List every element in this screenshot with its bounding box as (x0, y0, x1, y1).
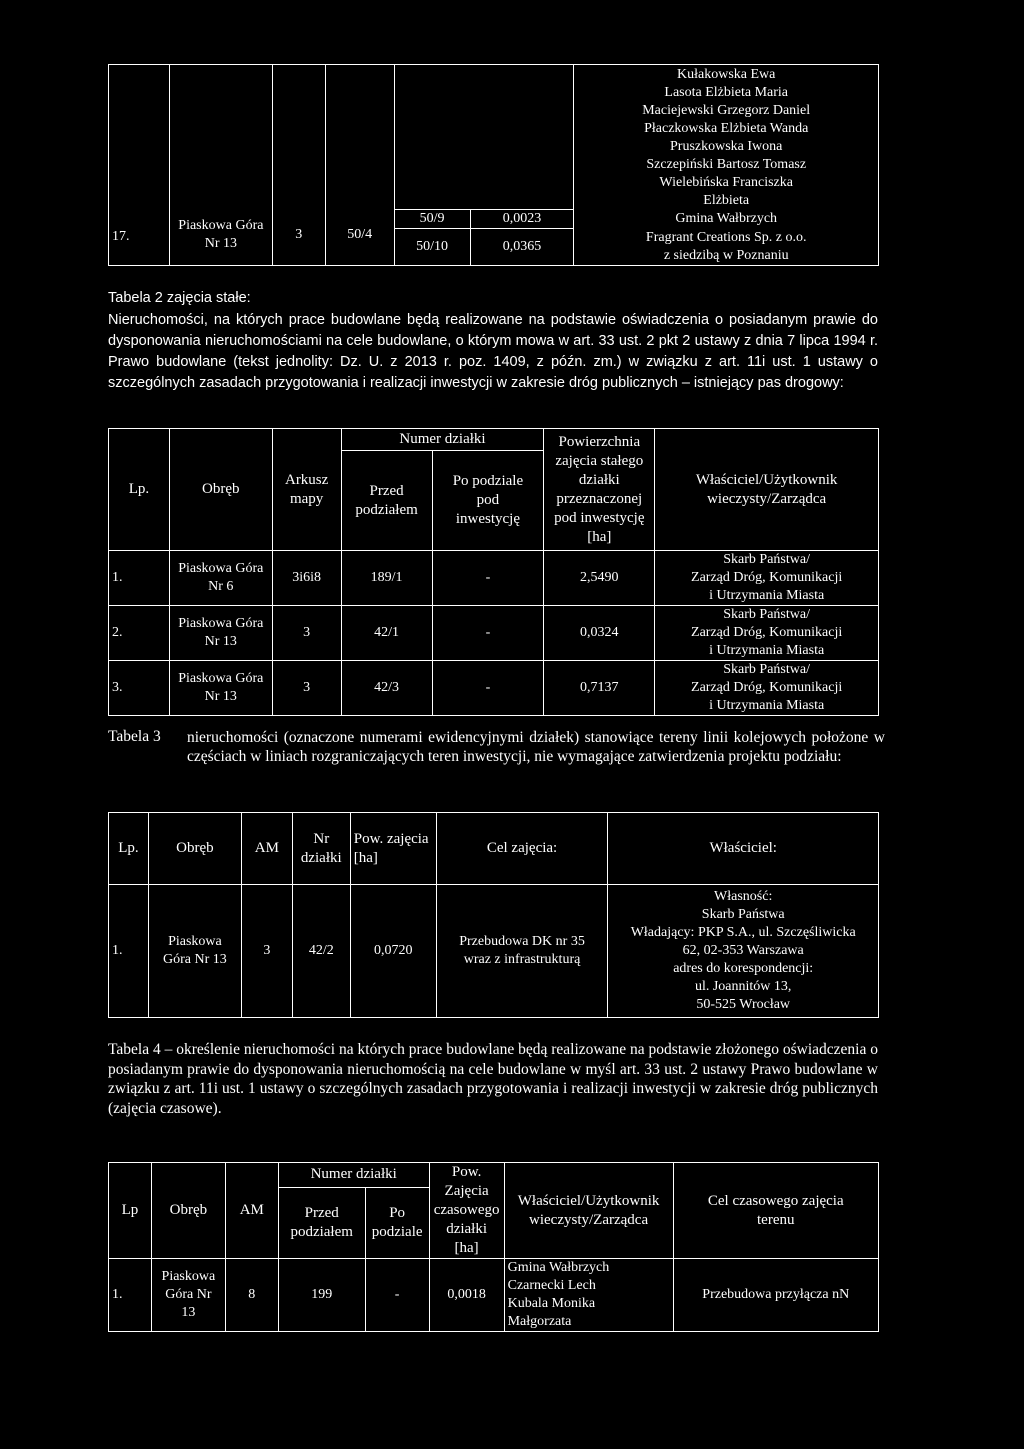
row-po: - (432, 606, 544, 661)
header-przed: Przed podziałem (341, 451, 432, 551)
row-pow: 0,0324 (544, 606, 655, 661)
header-cel: Cel zajęcia: (436, 813, 608, 885)
owners-list: Kułakowska Ewa Lasota Elżbieta Maria Maciejewski Grzegorz Daniel Płaczkowska Elżbieta Wanda Pruszkowska Iwona Szczepiński Bartosz Tomasz Wielebińska Franciszka Elżbieta (574, 65, 879, 210)
row-pow: 0,0720 (350, 885, 436, 1018)
header-owner: Właściciel/Użytkownik wieczysty/Zarządca (655, 429, 879, 551)
row-lp: 1. (109, 1259, 152, 1332)
subrow-owner: Gmina Wałbrzych (574, 210, 879, 229)
subrow-owner: Fragrant Creations Sp. z o.o. z siedzibą w Poznaniu (574, 229, 879, 266)
row-owner: Skarb Państwa/ Zarząd Dróg, Komunikacji i Utrzymania Miasta (655, 606, 879, 661)
header-wl: Właściciel: (608, 813, 879, 885)
row-nr: 42/2 (292, 885, 350, 1018)
tabela4-text: Tabela 4 – określenie nieruchomości na których prace budowlane będą realizowane na podstawie złożonego oświadczenia o posiadanym prawie do dysponowania nieruchomością na cele budowlane w myśl art. 33 ust. 2 ustawy Prawo budowlane w związku z art. 11i ust. 1 ustawy o szczególnych zasadach przygotowania i realizacji inwestycji w zakresie dróg publicznych (zajęcia czasowe). (108, 1041, 878, 1117)
header-przed: Przed podziałem (278, 1187, 365, 1258)
header-owner: Właściciel/Użytkownik wieczysty/Zarządca (504, 1163, 673, 1259)
header-lp: Lp. (109, 813, 149, 885)
header-am: AM (241, 813, 292, 885)
row-obreb: Piaskowa Góra Nr 6 (169, 551, 272, 606)
tabela2-table (108, 428, 879, 716)
row-cel: Przebudowa DK nr 35 wraz z infrastrukturą (436, 885, 608, 1018)
tabela3-text: nieruchomości (oznaczone numerami ewidencyjnymi działek) stanowiące tereny linii kolejowych położone w częściach w liniach rozgraniczających teren inwestycji, nie wymagające zatwierdzenia projektu podziału: (187, 729, 885, 765)
row-am: 8 (225, 1259, 278, 1332)
tabela2-text: Nieruchomości, na których prace budowlane będą realizowane na podstawie oświadczenia o posiadanym prawie do dysponowania nieruchomościami na cele budowlane, o którym mowa w art. 33 ust. 2 pkt 2 ustawy z dnia 7 lipca 1994 r. Prawo budowlane (tekst jednolity: Dz. U. z 2013 r. poz. 1409, z późn. zm.) w związku z art. 11i ust. 1 ustawy o szczególnych zasadach przygotowania i realizacji inwestycji w zakresie dróg publicznych – istniejący pas drogowy: (108, 312, 878, 391)
header-numer: Numer działki (278, 1163, 429, 1188)
row-obreb: Piaskowa Góra Nr 13 (169, 606, 272, 661)
table-row (109, 885, 879, 1018)
header-pow: Pow. zajęcia [ha] (350, 813, 436, 885)
table-row (109, 661, 879, 716)
row-lp: 1. (109, 551, 170, 606)
header-lp: Lp. (109, 429, 170, 551)
row-pow: 0,7137 (544, 661, 655, 716)
header-arkusz: Arkusz mapy (272, 429, 341, 551)
row-po: - (432, 551, 544, 606)
row-pow: 2,5490 (544, 551, 655, 606)
header-am: AM (225, 1163, 278, 1259)
row-arkusz: 3i6i8 (272, 551, 341, 606)
row-przed: 199 (278, 1259, 365, 1332)
row-obreb: Piaskowa Góra Nr 13 (148, 885, 241, 1018)
row-arkusz: 3 (272, 65, 325, 266)
row-pow: 0,0018 (429, 1259, 504, 1332)
header-pow: Powierzchnia zajęcia stałego działki przeznaczonej pod inwestycję [ha] (544, 429, 655, 551)
tabela3-title: Tabela 3 (108, 728, 161, 745)
row-obreb: Piaskowa Góra Nr 13 (169, 661, 272, 716)
row-po-empty (394, 65, 574, 210)
row-owner: Skarb Państwa/ Zarząd Dróg, Komunikacji i Utrzymania Miasta (655, 551, 879, 606)
tabela2-title: Tabela 2 zajęcia stałe: (108, 290, 251, 306)
subrow-area: 0,0023 (470, 210, 574, 229)
header-po: Po podziale (365, 1187, 429, 1258)
row-lp: 2. (109, 606, 170, 661)
subrow-po: 50/10 (394, 229, 470, 266)
header-obreb: Obręb (151, 1163, 225, 1259)
header-obreb: Obręb (148, 813, 241, 885)
header-obreb: Obręb (169, 429, 272, 551)
top-table (108, 64, 879, 266)
table-row (109, 551, 879, 606)
table-row (109, 1259, 879, 1332)
row-przed: 42/1 (341, 606, 432, 661)
header-numer: Numer działki (341, 429, 544, 451)
row-arkusz: 3 (272, 661, 341, 716)
row-przed: 189/1 (341, 551, 432, 606)
row-po: - (432, 661, 544, 716)
row-wl: Własność: Skarb Państwa Władający: PKP S.A., ul. Szczęśliwicka 62, 02-353 Warszawa adres do korespondencji: ul. Joannitów 13, 50-525 Wrocław (608, 885, 879, 1018)
row-lp: 1. (109, 885, 149, 1018)
row-obreb: Piaskowa Góra Nr 13 (151, 1259, 225, 1332)
header-pow: Pow. Zajęcia czasowego działki [ha] (429, 1163, 504, 1259)
row-po: - (365, 1259, 429, 1332)
header-cel: Cel czasowego zajęcia terenu (673, 1163, 878, 1259)
header-po: Po podziale pod inwestycję (432, 451, 544, 551)
tabela4-table (108, 1162, 879, 1332)
header-lp: Lp (109, 1163, 152, 1259)
subrow-po: 50/9 (394, 210, 470, 229)
row-owner: Skarb Państwa/ Zarząd Dróg, Komunikacji i Utrzymania Miasta (655, 661, 879, 716)
subrow-area: 0,0365 (470, 229, 574, 266)
header-nr: Nr działki (292, 813, 350, 885)
row-arkusz: 3 (272, 606, 341, 661)
lp-value: 17. (112, 229, 130, 245)
row-lp (109, 65, 170, 266)
row-obreb: Piaskowa Góra Nr 13 (169, 65, 272, 266)
row-lp: 3. (109, 661, 170, 716)
row-am: 3 (241, 885, 292, 1018)
row-przed: 42/3 (341, 661, 432, 716)
row-owner: Gmina Wałbrzych Czarnecki Lech Kubala Monika Małgorzata (504, 1259, 673, 1332)
table-row (109, 606, 879, 661)
row-cel: Przebudowa przyłącza nN (673, 1259, 878, 1332)
row-przed: 50/4 (325, 65, 394, 266)
tabela3-table (108, 812, 879, 1018)
